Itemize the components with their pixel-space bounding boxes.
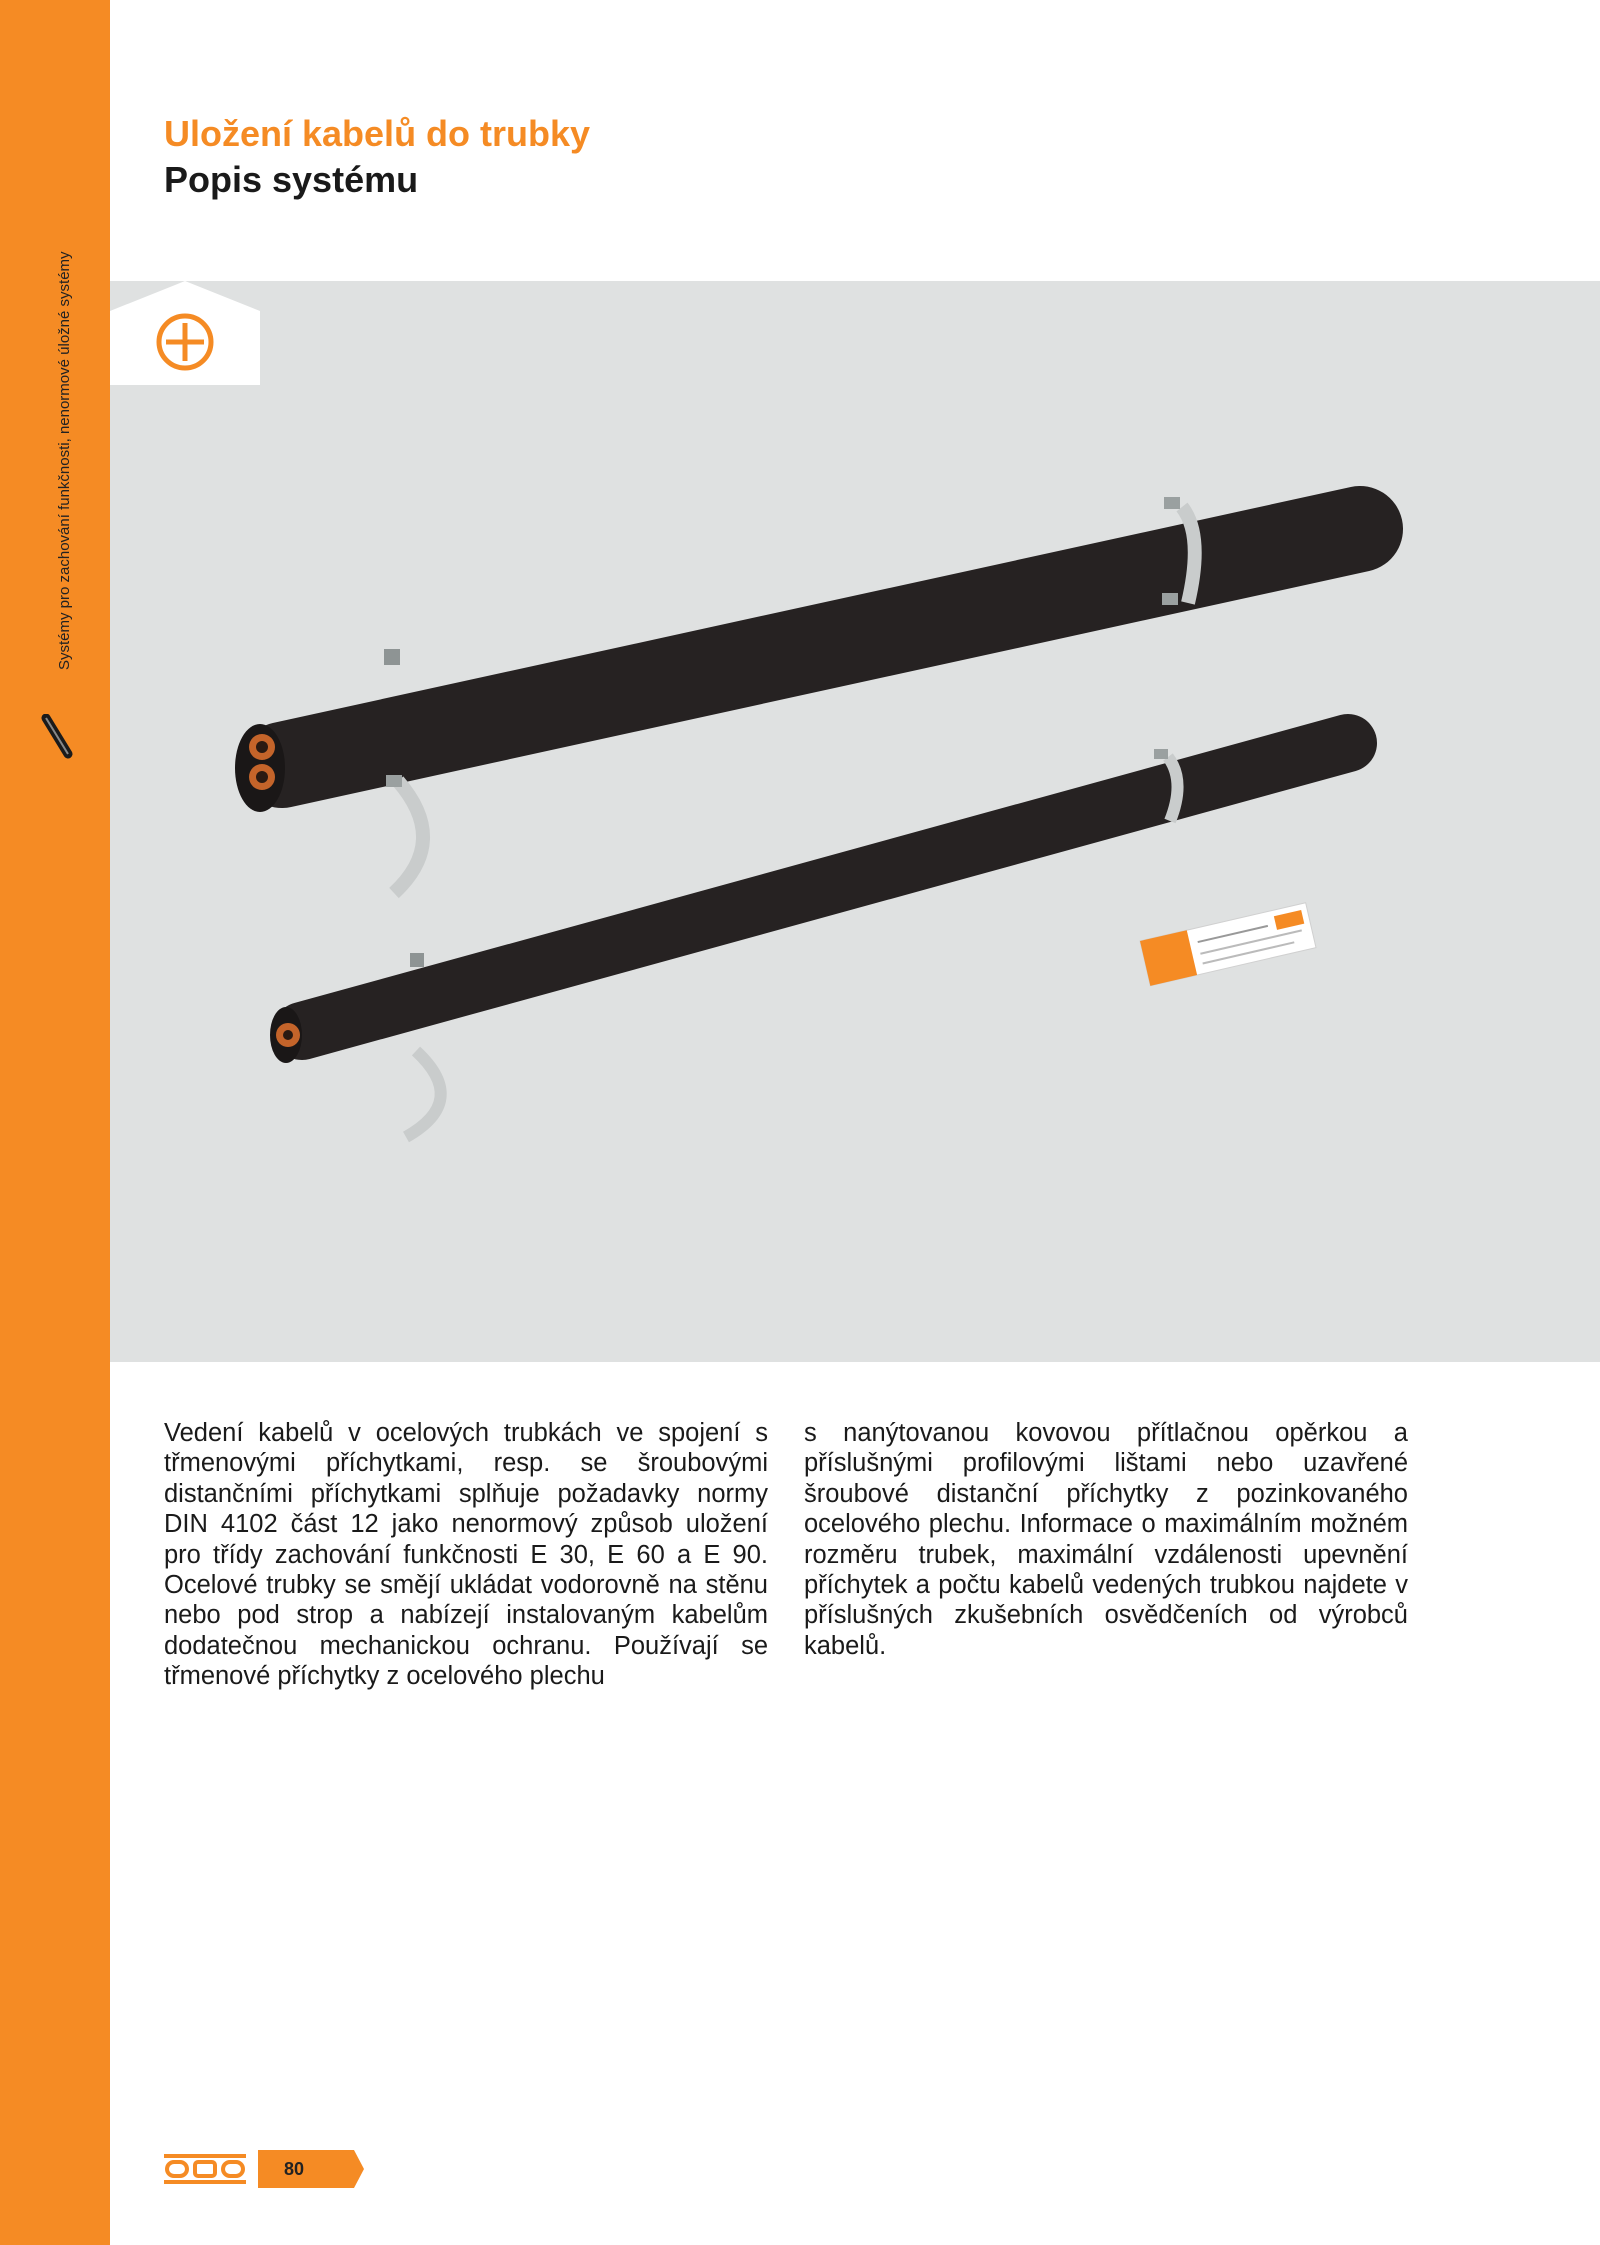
badge (110, 281, 260, 385)
page-title: Uložení kabelů do trubky (164, 113, 591, 154)
body-text-right: s nanýtovanou kovovou přítlačnou opěrkou a příslušnými profilovými lištami nebo uzavřené šroubové distanční příchytky z pozinkovaného ocelového plechu. Informace o maximálním možném rozměru trubek, maximální vzdálenosti upevnění příchytek a počtu kabelů vedených trubkou najdete v příslušných zkušebních osvědčeních od výrobců kabelů. (804, 1419, 1408, 1660)
product-photo (110, 281, 1600, 1362)
upper-pipe (235, 497, 1360, 893)
body-text-left: Vedení kabelů v ocelových trubkách ve spojení s třmenovými příchytkami, resp. se šroubovými distančními příchytkami splňuje požadavky normy DIN 4102 část 12 jako nenormový způsob uložení pro třídy zachování funkčnosti E 30, E 60 a E 90. Ocelové trubky se smějí ukládat vodorovně na stěnu nebo pod strop a nabízejí instalovaným kabelům dodatečnou mechanickou ochranu. Používají se třmenové příchytky z ocelového plechu (164, 1419, 768, 1691)
pipe-icon (40, 714, 74, 760)
pipes-illustration (110, 281, 1600, 1362)
sidebar (0, 0, 110, 2245)
plus-circle-icon (159, 316, 211, 368)
obo-logo (164, 2150, 246, 2188)
sidebar-section-label: Systémy pro zachování funkčnosti, nenormové úložné systémy (56, 251, 73, 670)
page-number: 80 (283, 2159, 305, 2179)
page-subtitle: Popis systému (164, 159, 419, 200)
label-tag (1140, 903, 1316, 986)
